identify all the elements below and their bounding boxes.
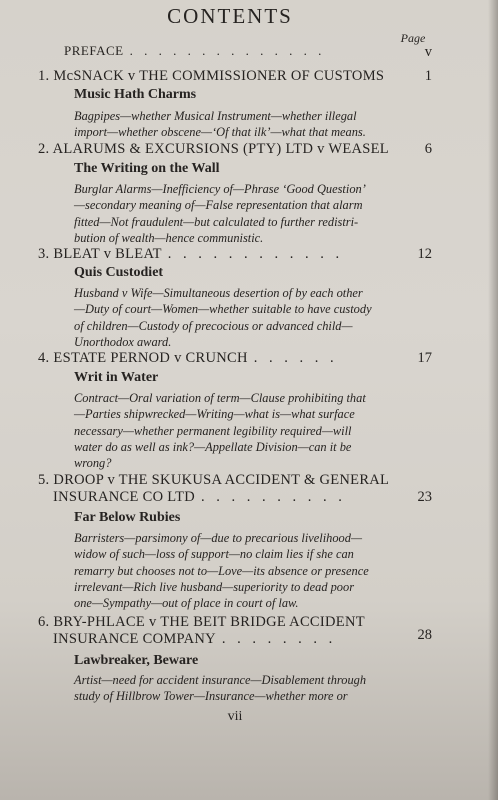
entry-title-line2: INSURANCE CO LTD . . . . . . . . . . — [53, 489, 346, 505]
leader-dots: . . . . . . . . . . — [201, 489, 346, 505]
entry-page-number: 28 — [417, 627, 432, 643]
page-column-label: Page — [400, 31, 426, 45]
entry-page-number: 17 — [417, 350, 432, 366]
page-folio: vii — [227, 709, 243, 724]
entry-heading: Far Below Rubies — [74, 510, 181, 525]
entry-title-line2: INSURANCE COMPANY . . . . . . . . — [53, 631, 337, 647]
entry-page-number: 6 — [424, 141, 432, 157]
entry-title: 1. McSNACK v THE COMMISSIONER OF CUSTOMS — [38, 68, 385, 84]
entry-summary: Husband v Wife—Simultaneous desertion of by each other —Duty of court—Women—whether suitable to have custody of children—Custody of precocious or advanced child— Unorthodox award. — [74, 286, 372, 349]
leader-dots: . . . . . . — [253, 350, 338, 366]
leader-dots: . . . . . . . . . . . . — [167, 246, 344, 262]
entry-title: 2. ALARUMS & EXCURSIONS (PTY) LTD v WEASEL — [38, 141, 389, 157]
preface-label: PREFACE — [64, 43, 124, 58]
entry-title: 6. BRY-PHLACE v THE BEIT BRIDGE ACCIDENT — [38, 614, 365, 630]
page-title: CONTENTS — [167, 4, 293, 28]
preface-page-number: v — [424, 44, 432, 60]
entry-page-number: 23 — [417, 489, 432, 505]
entry-heading: The Writing on the Wall — [74, 161, 220, 176]
leader-dots: . . . . . . . . — [221, 631, 337, 647]
entry-summary: Bagpipes—whether Musical Instrument—whether illegal import—whether obscene—‘Of that ilk’—what that means. — [74, 109, 366, 140]
entry-page-number: 12 — [417, 246, 432, 262]
leader-dots: . . . . . . . . . . . . . . — [129, 43, 326, 58]
entry-page-number: 1 — [424, 68, 432, 84]
entry-summary: Artist—need for accident insurance—Disablement through study of Hillbrow Tower—Insurance—whether more or — [74, 673, 367, 704]
entry-title: 4. ESTATE PERNOD v CRUNCH . . . . . . — [38, 350, 338, 366]
entry-heading: Writ in Water — [74, 370, 159, 385]
entry-heading: Music Hath Charms — [74, 87, 197, 102]
entry-summary: Barristers—parsimony of—due to precarious livelihood— widow of such—loss of support—no claim lies if she can remarry but chooses not to—Love—its absence or presence irrelevant—Rich live husband—superiority to dead poor one—Sympathy—out of place in court of law. — [74, 531, 369, 611]
page-edge-shadow — [488, 0, 498, 800]
entry-heading: Lawbreaker, Beware — [74, 653, 199, 668]
entry-summary: Contract—Oral variation of term—Clause prohibiting that —Parties shipwrecked—Writing—what is—what surface necessary—whether permanent legibility required—will water do as well as ink?—Appellate Division—can it be wrong? — [74, 391, 366, 471]
entry-heading: Quis Custodiet — [74, 265, 164, 280]
entry-title: 3. BLEAT v BLEAT . . . . . . . . . . . . — [38, 246, 344, 262]
entry-title: 5. DROOP v THE SKUKUSA ACCIDENT & GENERAL — [38, 472, 390, 488]
entry-summary: Burglar Alarms—Inefficiency of—Phrase ‘Good Question’ —secondary meaning of—False representation that alarm fitted—Not fraudulent—but calculated to further redistri- bution of wealth—hence communistic. — [74, 182, 366, 245]
preface-entry[interactable] — [64, 43, 325, 59]
